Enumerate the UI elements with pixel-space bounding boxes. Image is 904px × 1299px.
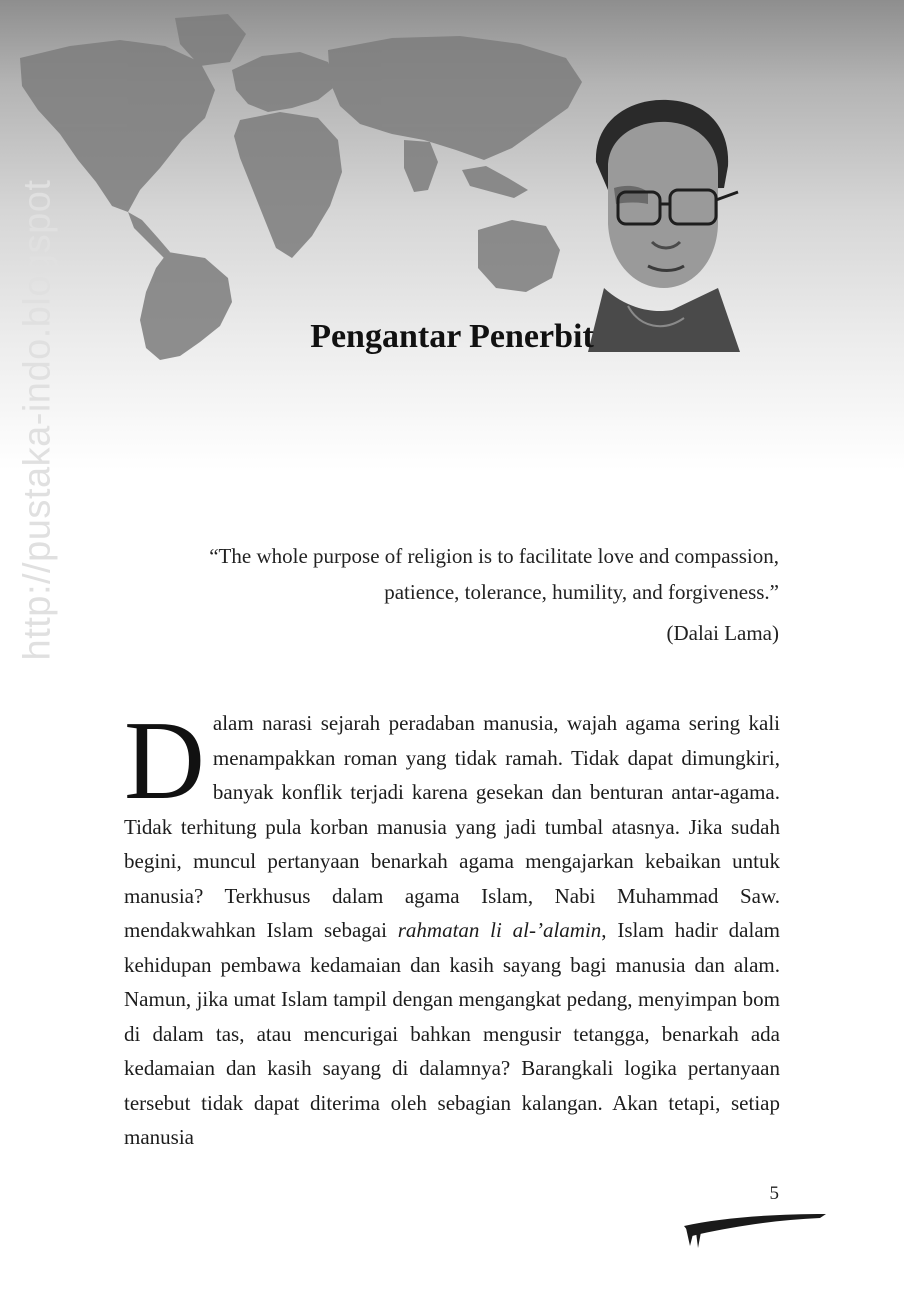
australia-shape bbox=[478, 220, 560, 292]
brush-stroke-decoration bbox=[680, 1206, 830, 1250]
asia-shape bbox=[328, 36, 582, 160]
epigraph-quote: “The whole purpose of religion is to facilitate love and compassion, patience, tolerance, humility, and forgiveness.” bbox=[209, 544, 779, 604]
body-paragraph bbox=[124, 699, 780, 1155]
body-italic-term: rahmatan li al-’alamin bbox=[397, 918, 602, 942]
central-america-shape bbox=[128, 212, 170, 258]
page-title: Pengantar Penerbit bbox=[310, 318, 594, 355]
epigraph-source: (Dalai Lama) bbox=[666, 621, 779, 645]
author-portrait-illustration bbox=[568, 92, 748, 352]
body-text-part-2: , Islam hadir dalam kehidupan pembawa kedamaian dan kasih sayang bagi manusia dan alam. Namun, jika umat Islam tampil dengan mengangkat pedang, menyimpan bom di dalam tas, atau mencurigai bahkan mengusir tetangga, benarkah ada kedamaian dan kasih sayang di dalamnya? Barangkali logika pertanyaan tersebut tidak dapat diterima oleh sebagian kalangan. Akan tetapi, setiap manusia bbox=[124, 918, 780, 1149]
drop-cap: D bbox=[124, 699, 205, 823]
india-shape bbox=[404, 140, 438, 192]
watermark-text: http://pustaka-indo.blogspot bbox=[16, 179, 59, 661]
body-text-part-1: alam narasi sejarah peradaban manusia, wajah agama sering kali menampakkan roman yang tidak ramah. Tidak dapat dimungkiri, banyak konflik terjadi karena gesekan dan benturan antar-agama. Tidak terhitung pula korban manusia yang jadi tumbal atasnya. Jika sudah begini, muncul pertanyaan benarkah agama mengajarkan kebaikan untuk manusia? Terkhusus dalam agama Islam, Nabi Muhammad Saw. mendakwahkan Islam sebagai bbox=[124, 711, 780, 942]
southeast-asia-shape bbox=[462, 166, 528, 198]
page-number: 5 bbox=[769, 1183, 779, 1204]
africa-shape bbox=[234, 112, 342, 258]
world-map-illustration bbox=[0, 0, 904, 470]
europe-shape bbox=[232, 52, 338, 112]
